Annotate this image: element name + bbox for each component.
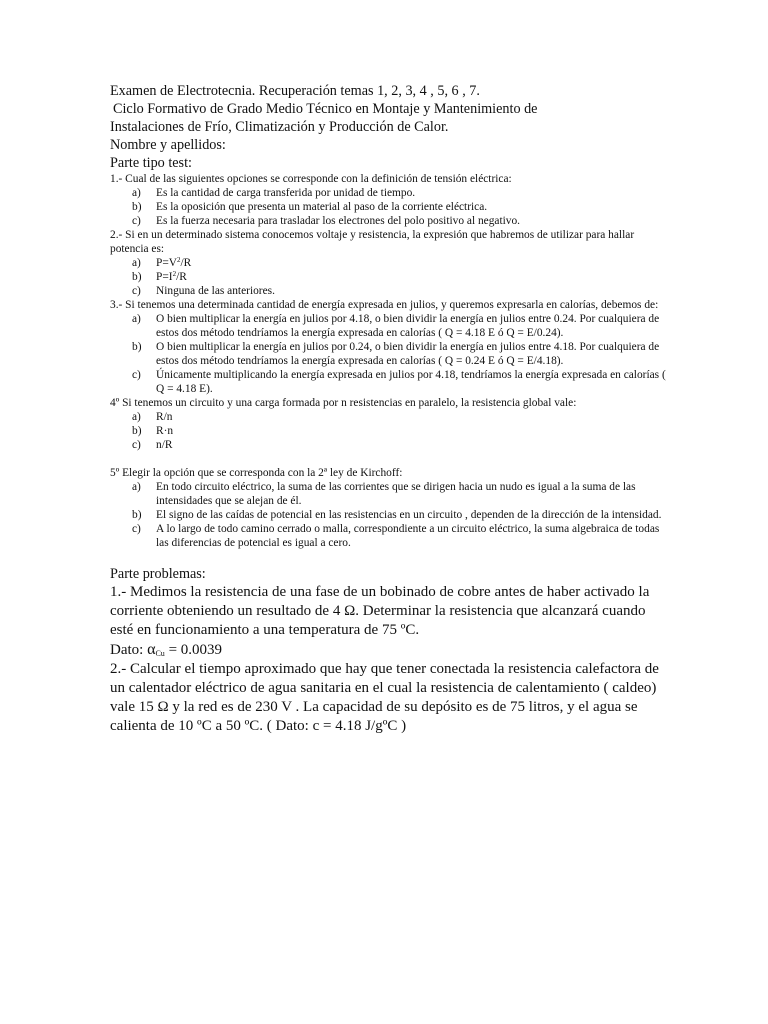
question-4-options bbox=[110, 410, 670, 452]
test-section bbox=[110, 172, 670, 550]
name-field-label: Nombre y apellidos: bbox=[110, 137, 226, 153]
option-4c: c) n/R bbox=[132, 439, 173, 451]
option-4a: a) R/n bbox=[132, 411, 173, 423]
exam-page bbox=[110, 82, 670, 736]
test-section-title: Parte tipo test: bbox=[110, 155, 192, 171]
option-1b: b) Es la oposición que presenta un material al paso de la corriente eléctrica. bbox=[132, 201, 488, 213]
problem-1-data: Dato: $\alpha_{Cu} = 0.0039$ bbox=[110, 641, 223, 658]
option-3c: c) Únicamente multiplicando la energía expresada en julios por 4.18, tendríamos la energía expresada en calorías ( Q = 4.18 E). bbox=[132, 369, 666, 395]
question-5-options bbox=[110, 480, 670, 550]
exam-title: Examen de Electrotecnia. Recuperación temas 1, 2, 3, 4 , 5, 6 , 7. bbox=[110, 83, 480, 99]
question-2: 2.- Si en un determinado sistema conocemos voltaje y resistencia, la expresión que habremos de utilizar para hallar potencia es: bbox=[110, 229, 635, 255]
alpha-symbol: α bbox=[147, 641, 156, 658]
option-5b: b) El signo de las caídas de potencial en las resistencias en un circuito , dependen de la dirección de la intensidad. bbox=[132, 509, 662, 521]
problem-1: 1.- Medimos la resistencia de una fase de un bobinado de cobre antes de haber activado la corriente obteniendo un resultado de 4 Ω. Determinar la resistencia que alcanzará cuando esté en funcionamiento a una temperatura de 75 ºC. bbox=[110, 584, 650, 638]
exam-header bbox=[110, 82, 670, 136]
question-1-options bbox=[110, 186, 670, 228]
option-3b: b) O bien multiplicar la energía en julios por 0.24, o bien dividir la energía en julios entre 4.18. Por cualquiera de estos dos método tendríamos la energía expresada en calorías ( Q = 0.24 E ó Q = E/4.18). bbox=[132, 341, 660, 367]
problem-2: 2.- Calcular el tiempo aproximado que hay que tener conectada la resistencia calefactora de un calentador eléctrico de agua sanitaria en el cual la resistencia de calentamiento ( caldeo) vale 15 Ω y la red es de 230 V . La capacidad de su depósito es de 75 litros, y el agua se calienta de 10 ºC a 50 ºC. ( Dato: c = 4.18 J/gºC ) bbox=[110, 661, 659, 734]
option-1a: a) Es la cantidad de carga transferida por unidad de tiempo. bbox=[132, 187, 416, 199]
problems-section-title: Parte problemas: bbox=[110, 566, 206, 582]
option-2c: c) Ninguna de las anteriores. bbox=[132, 285, 275, 297]
question-4: 4º Si tenemos un circuito y una carga formada por n resistencias en paralelo, la resistencia global vale: bbox=[110, 397, 577, 409]
option-1c: c) Es la fuerza necesaria para trasladar los electrones del polo positivo al negativo. bbox=[132, 215, 521, 227]
option-2b: b) $P=I^2/R$ bbox=[132, 270, 187, 283]
question-2-options bbox=[110, 256, 670, 298]
course-line-2: Instalaciones de Frío, Climatización y Producción de Calor. bbox=[110, 119, 449, 135]
option-4b: b) R·n bbox=[132, 425, 174, 437]
option-5a: a) En todo circuito eléctrico, la suma de las corrientes que se dirigen hacia un nudo es igual a la suma de las intensidades que se alejan de él. bbox=[132, 481, 636, 507]
problems-section bbox=[110, 583, 670, 736]
question-5: 5º Elegir la opción que se corresponda con la 2ª ley de Kirchoff: bbox=[110, 467, 403, 479]
question-3: 3.- Si tenemos una determinada cantidad de energía expresada en julios, y queremos expresarla en calorías, debemos de: bbox=[110, 299, 659, 311]
option-2a: a) $P=V^2/R$ bbox=[132, 256, 192, 269]
option-5c: c) A lo largo de todo camino cerrado o malla, correspondiente a un circuito eléctrico, la suma algebraica de todas las diferencias de potencial es igual a cero. bbox=[132, 523, 660, 549]
option-3a: a) O bien multiplicar la energía en julios por 4.18, o bien dividir la energía en julios entre 0.24. Por cualquiera de estos dos método tendríamos la energía expresada en calorías ( Q = 4.18 E ó Q = E/0.24). bbox=[132, 313, 660, 339]
question-1: 1.- Cual de las siguientes opciones se corresponde con la definición de tensión eléctrica: bbox=[110, 173, 512, 185]
course-line-1: Ciclo Formativo de Grado Medio Técnico en Montaje y Mantenimiento de bbox=[113, 101, 538, 117]
question-3-options bbox=[110, 312, 670, 396]
